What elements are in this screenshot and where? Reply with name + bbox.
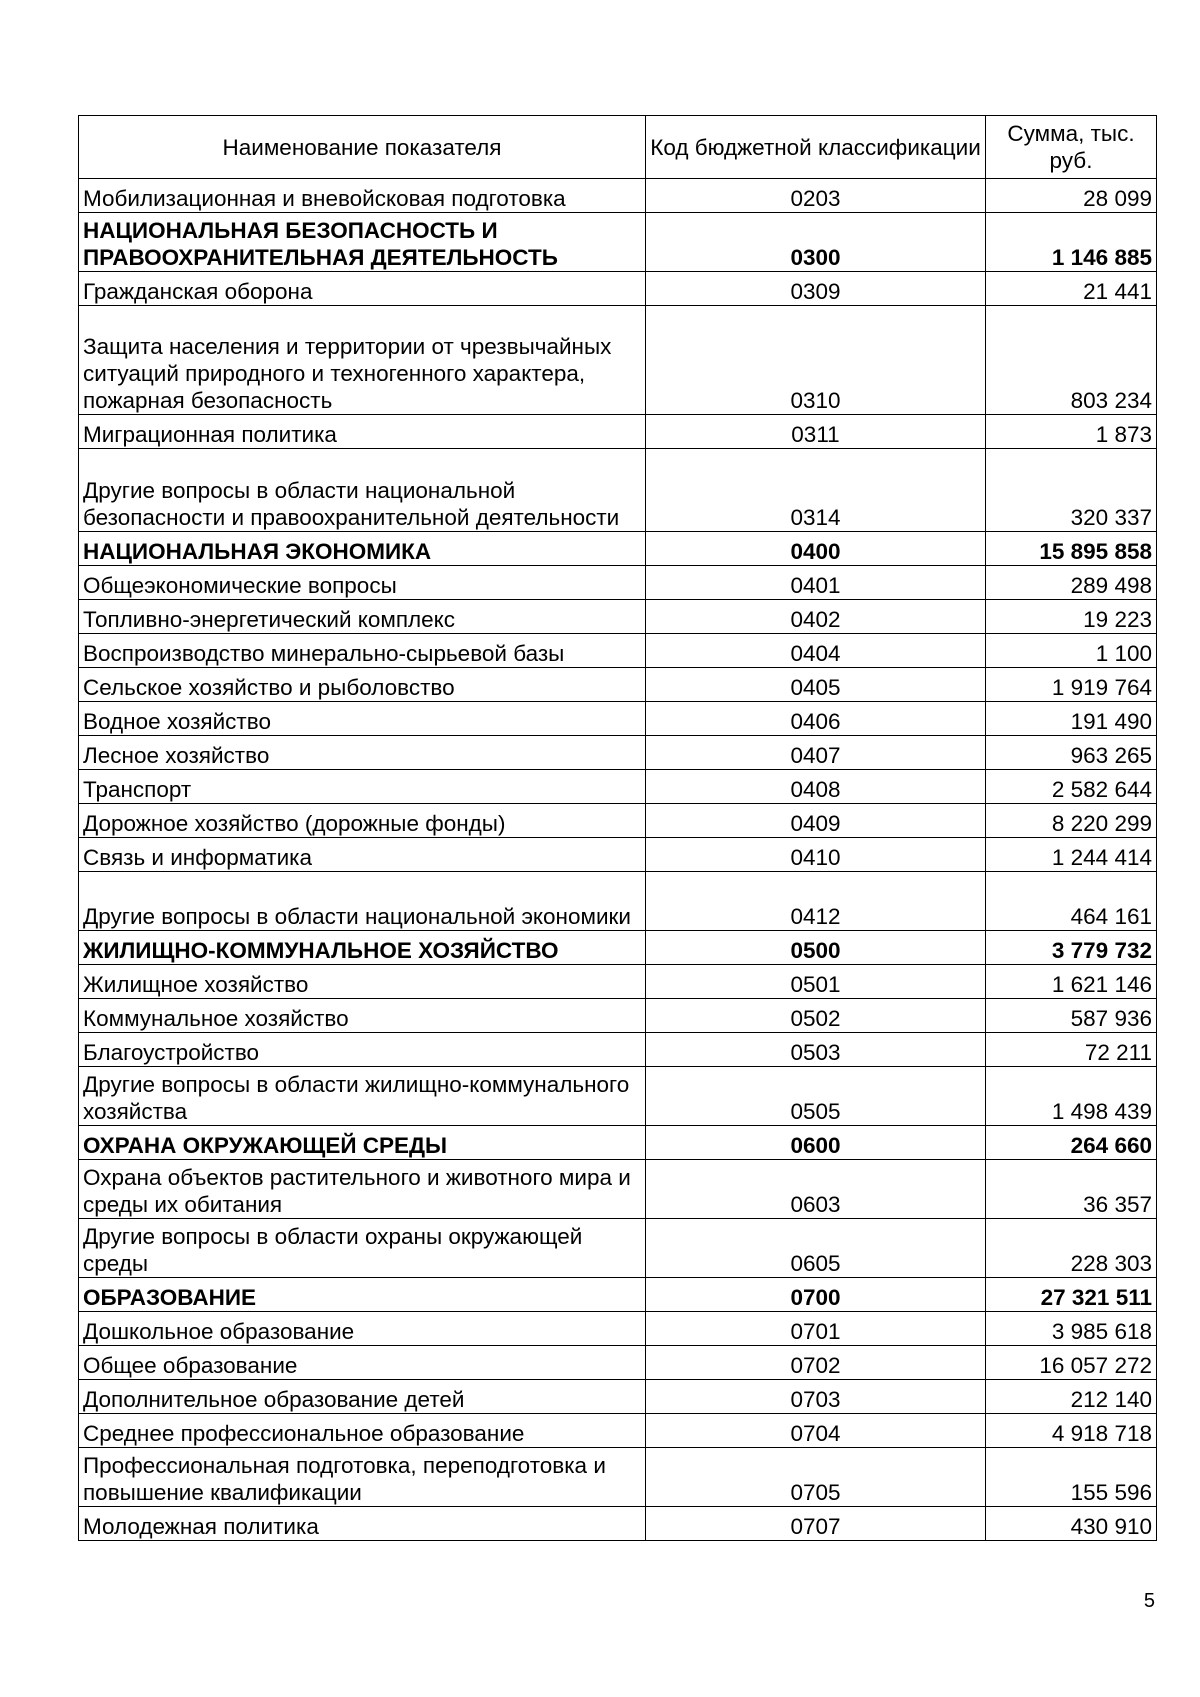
cell-code: 0703	[646, 1380, 986, 1414]
cell-amount: 587 936	[986, 999, 1157, 1033]
cell-name: Защита населения и территории от чрезвычайных ситуаций природного и техногенного характера, пожарная безопасность	[79, 306, 646, 415]
cell-amount: 28 099	[986, 179, 1157, 213]
cell-code: 0707	[646, 1507, 986, 1541]
cell-amount: 191 490	[986, 702, 1157, 736]
header-row	[79, 116, 1157, 179]
cell-name: НАЦИОНАЛЬНАЯ БЕЗОПАСНОСТЬ И ПРАВООХРАНИТЕЛЬНАЯ ДЕЯТЕЛЬНОСТЬ	[79, 213, 646, 272]
cell-name: Мобилизационная и вневойсковая подготовка	[79, 179, 646, 213]
cell-code: 0501	[646, 965, 986, 999]
cell-name: Дорожное хозяйство (дорожные фонды)	[79, 804, 646, 838]
cell-code: 0311	[646, 415, 986, 449]
cell-name: Другие вопросы в области национальной безопасности и правоохранительной деятельности	[79, 449, 646, 532]
cell-name: Другие вопросы в области жилищно-коммунального хозяйства	[79, 1067, 646, 1126]
cell-amount: 1 873	[986, 415, 1157, 449]
cell-amount: 228 303	[986, 1219, 1157, 1278]
cell-amount: 1 146 885	[986, 213, 1157, 272]
cell-code: 0412	[646, 872, 986, 931]
table-row	[79, 306, 1157, 415]
table-row	[79, 1414, 1157, 1448]
table-row	[79, 804, 1157, 838]
cell-amount: 21 441	[986, 272, 1157, 306]
cell-amount: 1 498 439	[986, 1067, 1157, 1126]
cell-name: Среднее профессиональное образование	[79, 1414, 646, 1448]
cell-name: ЖИЛИЩНО-КОММУНАЛЬНОЕ ХОЗЯЙСТВО	[79, 931, 646, 965]
cell-code: 0500	[646, 931, 986, 965]
cell-amount: 72 211	[986, 1033, 1157, 1067]
table-row	[79, 415, 1157, 449]
cell-name: Миграционная политика	[79, 415, 646, 449]
cell-name: Молодежная политика	[79, 1507, 646, 1541]
cell-name: Водное хозяйство	[79, 702, 646, 736]
cell-amount: 19 223	[986, 600, 1157, 634]
cell-amount: 3 985 618	[986, 1312, 1157, 1346]
cell-code: 0406	[646, 702, 986, 736]
cell-name: Дополнительное образование детей	[79, 1380, 646, 1414]
cell-name: Другие вопросы в области охраны окружающей среды	[79, 1219, 646, 1278]
table-row	[79, 770, 1157, 804]
cell-code: 0705	[646, 1448, 986, 1507]
cell-code: 0701	[646, 1312, 986, 1346]
cell-code: 0300	[646, 213, 986, 272]
cell-code: 0700	[646, 1278, 986, 1312]
table-row	[79, 1033, 1157, 1067]
cell-amount: 320 337	[986, 449, 1157, 532]
cell-code: 0603	[646, 1160, 986, 1219]
cell-code: 0401	[646, 566, 986, 600]
table-row	[79, 1507, 1157, 1541]
cell-name: Топливно-энергетический комплекс	[79, 600, 646, 634]
table-row-section	[79, 213, 1157, 272]
table-row	[79, 272, 1157, 306]
header-code: Код бюджетной классификации	[646, 116, 986, 179]
cell-name: Воспроизводство минерально-сырьевой базы	[79, 634, 646, 668]
page-number: 5	[1143, 1590, 1155, 1612]
cell-amount: 289 498	[986, 566, 1157, 600]
table-row-section	[79, 1126, 1157, 1160]
cell-amount: 264 660	[986, 1126, 1157, 1160]
cell-code: 0410	[646, 838, 986, 872]
header-name: Наименование показателя	[79, 116, 646, 179]
cell-amount: 1 244 414	[986, 838, 1157, 872]
cell-code: 0404	[646, 634, 986, 668]
cell-amount: 1 621 146	[986, 965, 1157, 999]
cell-name: ОХРАНА ОКРУЖАЮЩЕЙ СРЕДЫ	[79, 1126, 646, 1160]
cell-code: 0505	[646, 1067, 986, 1126]
cell-amount: 1 100	[986, 634, 1157, 668]
table-row	[79, 668, 1157, 702]
table-row	[79, 736, 1157, 770]
cell-name: Общее образование	[79, 1346, 646, 1380]
cell-name: ОБРАЗОВАНИЕ	[79, 1278, 646, 1312]
cell-code: 0310	[646, 306, 986, 415]
cell-code: 0704	[646, 1414, 986, 1448]
cell-code: 0402	[646, 600, 986, 634]
table-body	[79, 179, 1157, 1541]
cell-code: 0203	[646, 179, 986, 213]
cell-code: 0400	[646, 532, 986, 566]
cell-code: 0600	[646, 1126, 986, 1160]
table-row	[79, 566, 1157, 600]
cell-amount: 36 357	[986, 1160, 1157, 1219]
table-row	[79, 1160, 1157, 1219]
cell-code: 0309	[646, 272, 986, 306]
cell-name: Связь и информатика	[79, 838, 646, 872]
header-amount: Сумма, тыс. руб.	[986, 116, 1157, 179]
cell-code: 0502	[646, 999, 986, 1033]
table-row	[79, 634, 1157, 668]
cell-amount: 155 596	[986, 1448, 1157, 1507]
cell-name: Дошкольное образование	[79, 1312, 646, 1346]
table-row	[79, 449, 1157, 532]
table-row	[79, 872, 1157, 931]
table-row-section	[79, 1278, 1157, 1312]
cell-code: 0407	[646, 736, 986, 770]
table-row	[79, 1219, 1157, 1278]
cell-amount: 963 265	[986, 736, 1157, 770]
cell-amount: 2 582 644	[986, 770, 1157, 804]
table-row	[79, 1067, 1157, 1126]
budget-table	[78, 115, 1157, 1541]
cell-code: 0408	[646, 770, 986, 804]
table-row	[79, 965, 1157, 999]
cell-name: Коммунальное хозяйство	[79, 999, 646, 1033]
table-row	[79, 600, 1157, 634]
cell-name: НАЦИОНАЛЬНАЯ ЭКОНОМИКА	[79, 532, 646, 566]
cell-name: Сельское хозяйство и рыболовство	[79, 668, 646, 702]
cell-code: 0314	[646, 449, 986, 532]
table-row	[79, 999, 1157, 1033]
table-row	[79, 1448, 1157, 1507]
cell-amount: 3 779 732	[986, 931, 1157, 965]
cell-name: Другие вопросы в области национальной экономики	[79, 872, 646, 931]
cell-name: Благоустройство	[79, 1033, 646, 1067]
cell-amount: 16 057 272	[986, 1346, 1157, 1380]
cell-amount: 464 161	[986, 872, 1157, 931]
cell-amount: 1 919 764	[986, 668, 1157, 702]
table-row	[79, 1380, 1157, 1414]
table-row	[79, 702, 1157, 736]
cell-amount: 4 918 718	[986, 1414, 1157, 1448]
table-row	[79, 1312, 1157, 1346]
table-row	[79, 1346, 1157, 1380]
cell-name: Транспорт	[79, 770, 646, 804]
cell-code: 0503	[646, 1033, 986, 1067]
cell-name: Общеэкономические вопросы	[79, 566, 646, 600]
cell-name: Лесное хозяйство	[79, 736, 646, 770]
cell-amount: 27 321 511	[986, 1278, 1157, 1312]
table-row	[79, 838, 1157, 872]
cell-amount: 15 895 858	[986, 532, 1157, 566]
table-row-section	[79, 931, 1157, 965]
cell-code: 0405	[646, 668, 986, 702]
cell-code: 0605	[646, 1219, 986, 1278]
table-row	[79, 179, 1157, 213]
table-row-section	[79, 532, 1157, 566]
table-header	[79, 116, 1157, 179]
cell-amount: 803 234	[986, 306, 1157, 415]
cell-name: Профессиональная подготовка, переподготовка и повышение квалификации	[79, 1448, 646, 1507]
cell-name: Жилищное хозяйство	[79, 965, 646, 999]
cell-amount: 430 910	[986, 1507, 1157, 1541]
cell-amount: 8 220 299	[986, 804, 1157, 838]
cell-amount: 212 140	[986, 1380, 1157, 1414]
cell-name: Охрана объектов растительного и животного мира и среды их обитания	[79, 1160, 646, 1219]
cell-code: 0409	[646, 804, 986, 838]
cell-name: Гражданская оборона	[79, 272, 646, 306]
cell-code: 0702	[646, 1346, 986, 1380]
